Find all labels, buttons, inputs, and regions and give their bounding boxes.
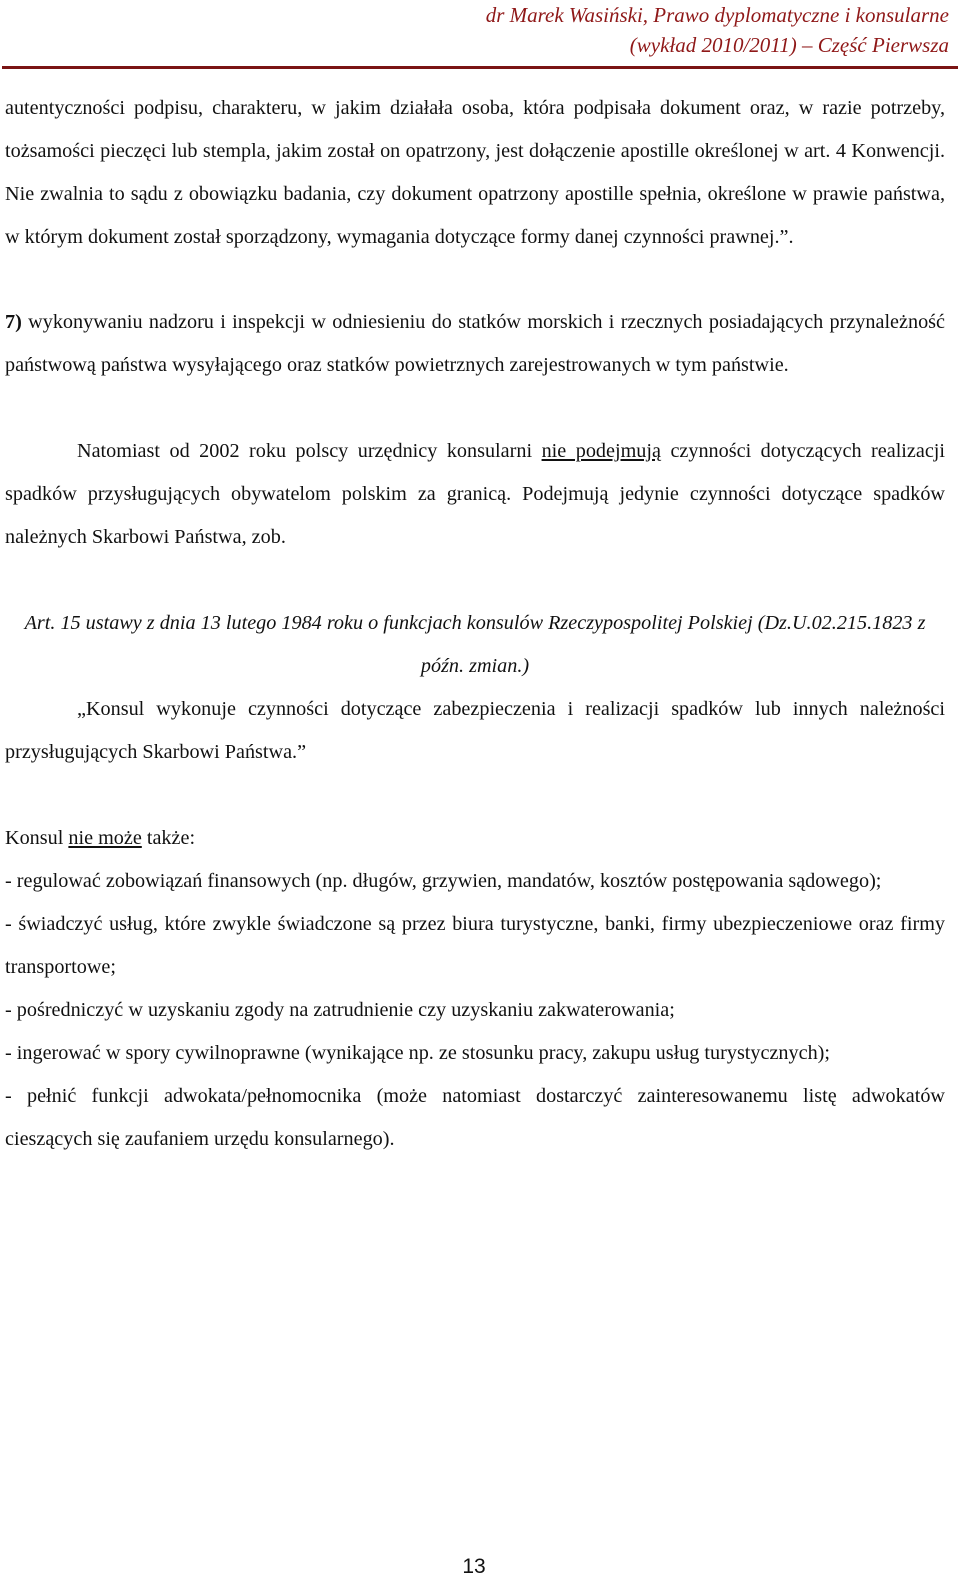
restriction-item: - pośredniczyć w uzyskaniu zgody na zatrudnienie czy uzyskaniu zakwaterowania;: [5, 999, 675, 1021]
header-line-course: (wykład 2010/2011) – Część Pierwsza: [629, 33, 949, 57]
paragraph-inheritance: [5, 430, 945, 559]
page-body: [5, 87, 945, 1161]
consul-restrictions-heading: [5, 817, 945, 860]
list-item-7: [5, 301, 945, 387]
statute-reference: Art. 15 ustawy z dnia 13 lutego 1984 roku o funkcjach konsulów Rzeczypospolitej Polskiej (Dz.U.02.215.1823 z późn. zmian.): [24, 612, 926, 677]
heading-text: także:: [141, 827, 196, 849]
heading-text: Konsul: [5, 827, 69, 849]
restriction-item: - pełnić funkcji adwokata/pełnomocnika (może natomiast dostarczyć zainteresowanemu listę adwokatów cieszących się zaufaniem urzędu konsularnego).: [5, 1085, 945, 1150]
statute-quote: „Konsul wykonuje czynności dotyczące zabezpieczenia i realizacji spadków lub innych należności przysługujących Skarbowi Państwa.”: [5, 698, 945, 763]
running-header: [486, 0, 949, 60]
header-divider: [2, 66, 958, 69]
restriction-item: - regulować zobowiązań finansowych (np. długów, grzywien, mandatów, kosztów postępowania sądowego);: [5, 870, 882, 892]
paragraph-text: czynności dotyczących realizacji spadków przysługujących obywatelom polskim za granicą. Podejmują jedynie czynności dotyczące spadków należnych Skarbowi Państwa, zob.: [5, 440, 946, 548]
paragraph-text: Natomiast od 2002 roku polscy urzędnicy konsularni: [77, 440, 542, 462]
item-number: 7): [5, 311, 22, 333]
restriction-item: - świadczyć usług, które zwykle świadczone są przez biura turystyczne, banki, firmy ubezpieczeniowe oraz firmy transportowe;: [5, 913, 945, 978]
restriction-item: - ingerować w spory cywilnoprawne (wynikające np. ze stosunku pracy, zakupu usług turystycznych);: [5, 1042, 831, 1064]
page-number: 13: [462, 1555, 486, 1578]
paragraph-apostille: autentyczności podpisu, charakteru, w jakim działała osoba, która podpisała dokument oraz, w razie potrzeby, tożsamości pieczęci lub stempla, jakim został on opatrzony, jest dołączenie apostille określonej w art. 4 Konwencji. Nie zwalnia to sądu z obowiązku badania, czy dokument opatrzony apostille spełnia, określone w prawie państwa, w którym dokument został sporządzony, wymagania dotyczące formy danej czynności prawnej.”.: [5, 97, 945, 248]
item-text: wykonywaniu nadzoru i inspekcji w odniesieniu do statków morskich i rzecznych posiadających przynależność państwową państwa wysyłającego oraz statków powietrznych zarejestrowanych w tym państwie.: [5, 311, 945, 376]
underlined-phrase: nie podejmują: [541, 440, 661, 462]
header-line-author: dr Marek Wasiński, Prawo dyplomatyczne i konsularne: [485, 3, 949, 27]
underlined-phrase: nie może: [68, 827, 142, 849]
